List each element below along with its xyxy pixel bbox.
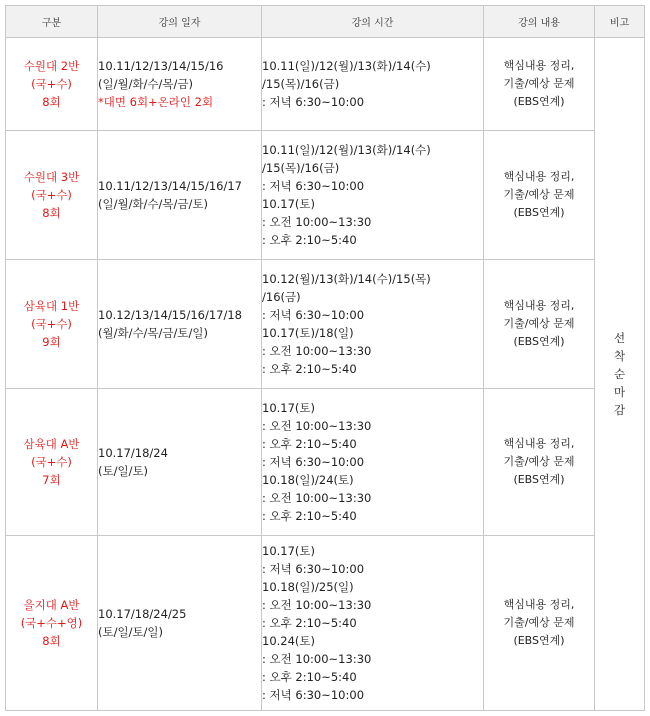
- time-line: : 오전 10:00~13:30: [262, 215, 372, 229]
- content-line: 핵심내용 정리,: [503, 170, 575, 183]
- note-text: [595, 329, 644, 419]
- class-subjects: (국+수+영): [20, 616, 83, 630]
- class-subjects: (국+수): [31, 188, 72, 202]
- times-cell: [262, 260, 484, 389]
- time-line: : 오후 2:10~5:40: [262, 616, 357, 630]
- time-line: : 저녁 6:30~10:00: [262, 179, 365, 193]
- date-note: *대면 6회+온라인 2회: [98, 95, 214, 109]
- content-line: 기출/예상 문제: [503, 77, 575, 90]
- content-line: 기출/예상 문제: [503, 317, 575, 330]
- times-cell: [262, 38, 484, 131]
- time-line: /15(목)/16(금): [262, 77, 340, 91]
- class-group-cell: [6, 536, 98, 711]
- time-line: : 오후 2:10~5:40: [262, 362, 357, 376]
- content-line: (EBS연계): [513, 473, 565, 486]
- time-line: : 오전 10:00~13:30: [262, 598, 372, 612]
- times-cell: [262, 131, 484, 260]
- time-line: : 오후 2:10~5:40: [262, 233, 357, 247]
- time-line: : 오전 10:00~13:30: [262, 344, 372, 358]
- class-count: 7회: [42, 473, 61, 487]
- time-line: : 저녁 6:30~10:00: [262, 688, 365, 702]
- time-line: 10.11(일)/12(월)/13(화)/14(수): [262, 143, 431, 157]
- content-line: 기출/예상 문제: [503, 188, 575, 201]
- header-row: [6, 6, 645, 38]
- dates-cell: [98, 260, 262, 389]
- class-group-cell: [6, 131, 98, 260]
- class-count: 9회: [42, 335, 61, 349]
- date-line: 10.17/18/24: [98, 446, 168, 460]
- date-line: 10.17/18/24/25: [98, 607, 187, 621]
- class-count: 8회: [42, 206, 61, 220]
- content-cell: [484, 536, 595, 711]
- time-line: /15(목)/16(금): [262, 161, 340, 175]
- content-cell: [484, 260, 595, 389]
- time-line: : 저녁 6:30~10:00: [262, 562, 365, 576]
- header-group: 구분: [6, 6, 98, 38]
- date-line: 10.11/12/13/14/15/16/17: [98, 179, 242, 193]
- note-char: 순: [613, 367, 626, 381]
- table-row: [6, 536, 645, 711]
- dates-cell: [98, 38, 262, 131]
- date-line: (일/월/화/수/목/금/토): [98, 197, 208, 211]
- date-line: 10.12/13/14/15/16/17/18: [98, 308, 242, 322]
- content-cell: [484, 131, 595, 260]
- class-subjects: (국+수): [31, 317, 72, 331]
- time-line: : 오후 2:10~5:40: [262, 670, 357, 684]
- times-cell: [262, 536, 484, 711]
- class-name: 을지대 A반: [23, 598, 80, 612]
- table-row: [6, 131, 645, 260]
- time-line: /16(금): [262, 290, 301, 304]
- class-group-cell: [6, 389, 98, 536]
- time-line: 10.12(월)/13(화)/14(수)/15(목): [262, 272, 431, 286]
- time-line: : 오전 10:00~13:30: [262, 652, 372, 666]
- header-times: 강의 시간: [262, 6, 484, 38]
- dates-cell: [98, 131, 262, 260]
- class-subjects: (국+수): [31, 455, 72, 469]
- time-line: 10.24(토): [262, 634, 316, 648]
- class-name: 수원대 3반: [23, 170, 80, 184]
- date-line: (토/일/토/일): [98, 625, 164, 639]
- table-row: [6, 38, 645, 131]
- note-cell: [595, 38, 645, 711]
- time-line: : 오전 10:00~13:30: [262, 419, 372, 433]
- content-line: (EBS연계): [513, 335, 565, 348]
- dates-cell: [98, 536, 262, 711]
- content-line: 핵심내용 정리,: [503, 598, 575, 611]
- content-line: (EBS연계): [513, 206, 565, 219]
- time-line: : 오전 10:00~13:30: [262, 491, 372, 505]
- class-group-cell: [6, 260, 98, 389]
- time-line: 10.17(토)/18(일): [262, 326, 354, 340]
- header-dates: 강의 일자: [98, 6, 262, 38]
- dates-cell: [98, 389, 262, 536]
- time-line: : 저녁 6:30~10:00: [262, 455, 365, 469]
- class-count: 8회: [42, 634, 61, 648]
- time-line: 10.18(일)/25(일): [262, 580, 354, 594]
- header-content: 강의 내용: [484, 6, 595, 38]
- content-line: 기출/예상 문제: [503, 616, 575, 629]
- date-line: (월/화/수/목/금/토/일): [98, 326, 208, 340]
- time-line: : 저녁 6:30~10:00: [262, 95, 365, 109]
- table-row: [6, 260, 645, 389]
- note-char: 감: [613, 403, 626, 417]
- schedule-table: [5, 5, 645, 711]
- note-char: 마: [613, 385, 626, 399]
- table-row: [6, 389, 645, 536]
- time-line: : 오후 2:10~5:40: [262, 437, 357, 451]
- content-line: (EBS연계): [513, 634, 565, 647]
- date-line: (토/일/토): [98, 464, 149, 478]
- content-line: 핵심내용 정리,: [503, 437, 575, 450]
- content-cell: [484, 38, 595, 131]
- time-line: 10.17(토): [262, 197, 316, 211]
- content-line: (EBS연계): [513, 95, 565, 108]
- content-line: 핵심내용 정리,: [503, 299, 575, 312]
- note-char: 착: [613, 349, 626, 363]
- class-count: 8회: [42, 95, 61, 109]
- time-line: 10.11(일)/12(월)/13(화)/14(수): [262, 59, 431, 73]
- header-note: 비고: [595, 6, 645, 38]
- time-line: : 저녁 6:30~10:00: [262, 308, 365, 322]
- time-line: 10.17(토): [262, 544, 316, 558]
- class-name: 수원대 2반: [23, 59, 80, 73]
- class-name: 삼육대 A반: [23, 437, 80, 451]
- content-cell: [484, 389, 595, 536]
- content-line: 기출/예상 문제: [503, 455, 575, 468]
- time-line: 10.17(토): [262, 401, 316, 415]
- class-subjects: (국+수): [31, 77, 72, 91]
- times-cell: [262, 389, 484, 536]
- time-line: 10.18(일)/24(토): [262, 473, 354, 487]
- time-line: : 오후 2:10~5:40: [262, 509, 357, 523]
- class-group-cell: [6, 38, 98, 131]
- date-line: (일/월/화/수/목/금): [98, 77, 193, 91]
- note-char: 선: [613, 331, 626, 345]
- class-name: 삼육대 1반: [23, 299, 80, 313]
- content-line: 핵심내용 정리,: [503, 59, 575, 72]
- date-line: 10.11/12/13/14/15/16: [98, 59, 224, 73]
